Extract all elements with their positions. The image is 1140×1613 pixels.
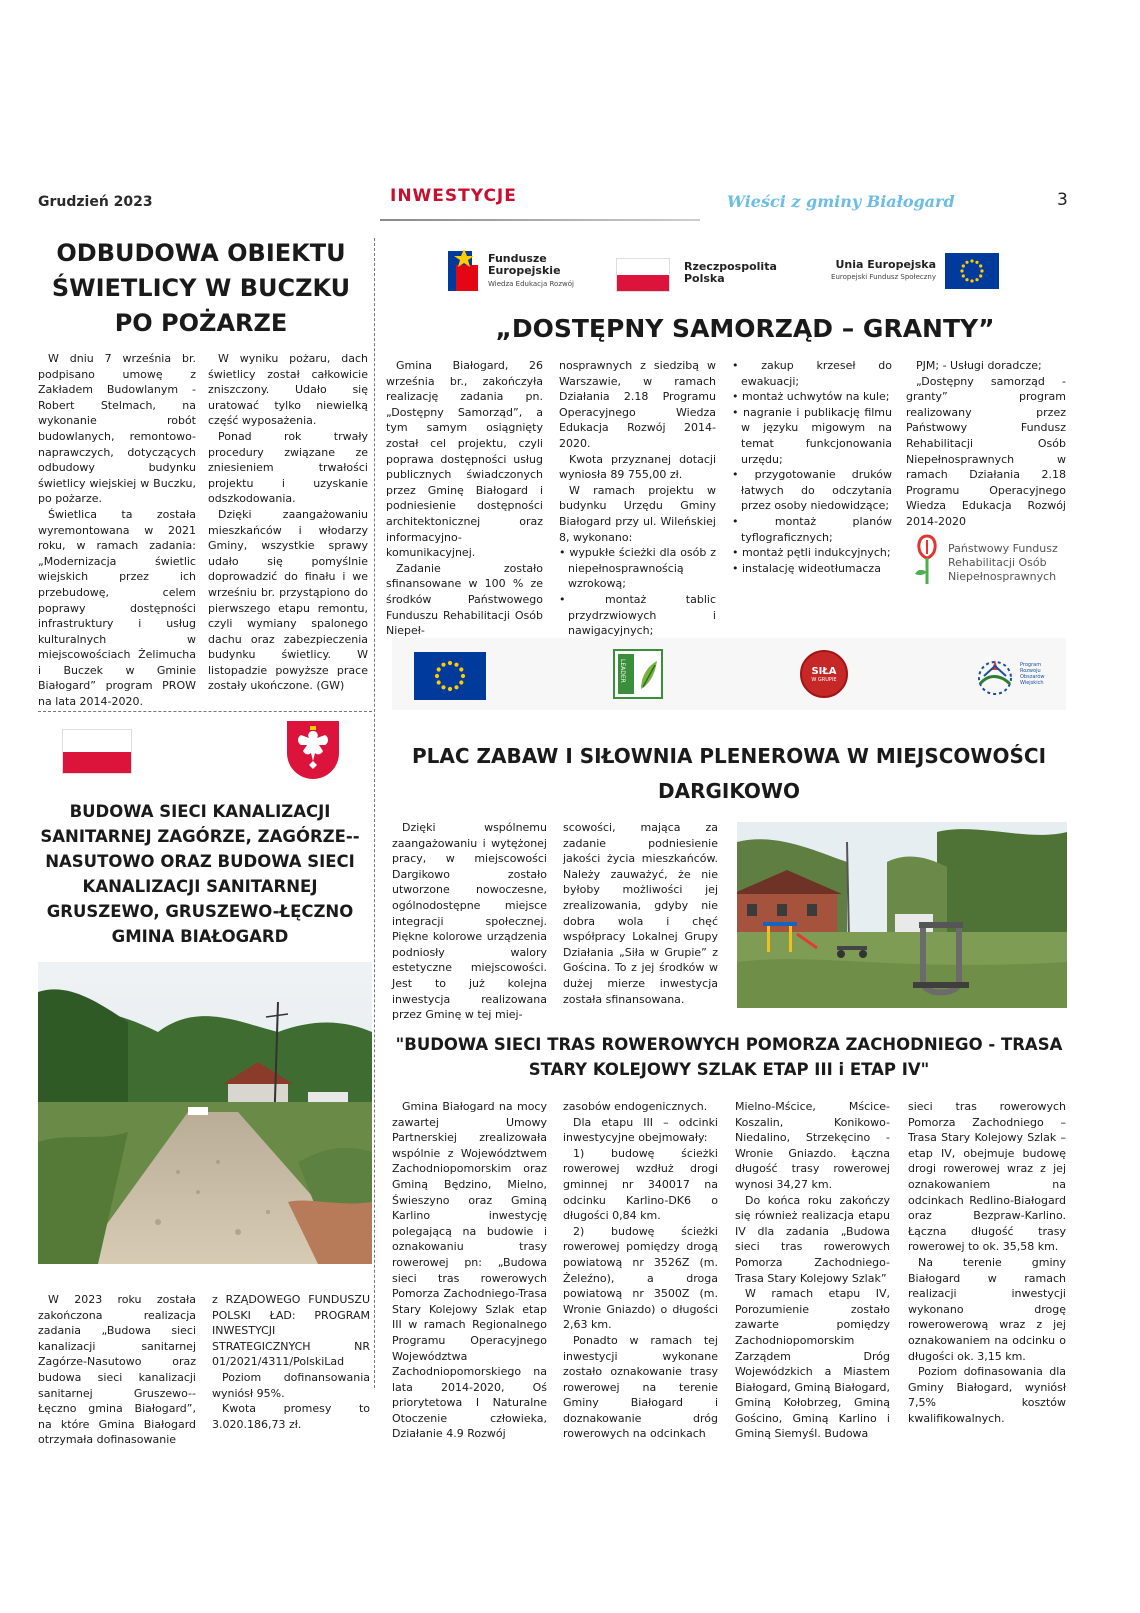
article-title: PLAC ZABAW I SIŁOWNIA PLENEROWA W MIEJSCOWOŚCI DARGIKOWO: [411, 744, 1047, 803]
paragraph: z RZĄDOWEGO FUNDUSZU POLSKI ŁAD: PROGRAM INWESTYCJI STRATEGICZNYCH NR 01/2021/4311/PolskiLad: [212, 1293, 370, 1369]
article-column: [212, 1292, 370, 1432]
leader-logo: [613, 649, 663, 699]
paragraph: Dzięki zaangażowaniu mieszkańców i włodarzy Gminy, wszystkie sprawy udało się pomyślnie doprowadzić do finału i we wrześniu br. przystąpiono do pierwszego etapu remontu, czyli wymiany spalonego dachu oraz zabezpieczenia budynku świetlicy. W listopadzie powyższe prace zostały ukończone. (GW): [208, 507, 368, 693]
section-title: INWESTYCJE: [390, 186, 517, 206]
fe-program: Wiedza Edukacja Rozwój: [488, 280, 574, 288]
fundusze-europejskie-logo: [446, 247, 596, 293]
sila-badge-sub: W GRUPIE: [811, 676, 837, 683]
article-title: ODBUDOWA OBIEKTU ŚWIETLICY W BUCZKU PO POŻARZE: [51, 239, 351, 337]
article-column: [38, 1292, 196, 1448]
fe-star-icon: [446, 247, 484, 293]
article-column: [563, 820, 718, 1007]
list-item: • zakup krzeseł do ewakuacji;: [732, 358, 892, 389]
prow-text: Program Rozwoju Obszarów Wiejskich: [1020, 662, 1045, 686]
bullet-list: [559, 545, 716, 639]
list-item: • montaż uchwytów na kule;: [732, 389, 892, 405]
paragraph: W wyniku pożaru, dach świetlicy został całkowicie zniszczony. Udało się uratować tylko niewielką część wyposażenia.: [208, 352, 368, 428]
eagle-icon: [287, 721, 339, 779]
paragraph: Ponad rok trwały procedury związane ze zniesieniem trwałości projektu i uzyskanie odszkodowania.: [208, 429, 368, 506]
article-column: [732, 358, 892, 576]
paragraph: Poziom dofinansowania wyniósł 95%.: [212, 1370, 370, 1400]
fe-name-line1: Fundusze: [488, 252, 547, 265]
article-column: [38, 351, 196, 710]
paragraph: Ponadto w ramach tej inwestycji wykonane zostało oznakowanie trasy rowerowej na terenie Gminy Białogard i doznakowanie dróg rowerowych na odcinkach: [563, 1333, 718, 1441]
eu-flag-icon: [414, 652, 486, 700]
logo-strip: [392, 638, 1066, 710]
list-item: • montaż tablic przydrzwiowych i nawigacyjnych;: [559, 592, 716, 639]
pfron-name-line1: Państwowy Fundusz: [948, 542, 1058, 555]
paragraph: 1) budowę ścieżki rowerowej wzdłuż drogi gminnej nr 340017 na odcinku Karlino-DK6 o długości 0,84 km.: [563, 1146, 718, 1223]
rp-name-line1: Rzeczpospolita: [684, 260, 777, 273]
article-column: [386, 358, 543, 639]
paragraph: Świetlica ta została wyremontowana w 2021 roku, w ramach zadania: „Modernizacja świetlic wiejskich przez ich przebudowę, celem poprawy dostępności infrastruktury i usług kulturalnych w miejscowościach Żelimucha i Buczek w Gminie Białogard” program PROW na lata 2014-2020.: [38, 507, 196, 709]
article-column: [735, 1099, 890, 1442]
section-divider: [38, 711, 372, 712]
paragraph: Do końca roku zakończy się również realizacja etapu IV dla zadania „Budowa sieci tras rowerowych Pomorza Zachodniego- Trasa Stary Kolejowy Szlak”: [735, 1193, 890, 1285]
pfron-name-line2: Rehabilitacji Osób: [948, 556, 1047, 569]
polish-eagle-emblem: [287, 721, 339, 779]
paragraph: Na terenie gminy Białogard w ramach realizacji inwestycji wykonano drogę rowerowerową wraz z jej oznakowaniem na odcinku o długości ok. 3,15 km.: [908, 1255, 1066, 1363]
rp-name-line2: Polska: [684, 272, 725, 285]
paragraph: Dla etapu III – odcinki inwestycyjne obejmowały:: [563, 1115, 718, 1145]
paragraph: W ramach projektu w budynku Urzędu Gminy Białogard przy ul. Wileńskiej 8, wykonano:: [559, 483, 716, 544]
list-item: • nagranie i publikację filmu w języku migowym na temat funkcjonowania urzędu;: [732, 405, 892, 467]
pfron-name-line3: Niepełnosprawnych: [948, 570, 1057, 583]
article-title: „DOSTĘPNY SAMORZĄD – GRANTY”: [495, 314, 995, 343]
paragraph: 2) budowę ścieżki rowerowej pomiędzy drogą powiatową nr 3526Z (m. Żeleźno), a droga powiatową nr 3500Z (m. Wronie Gniazdo) o długości 2,63 km.: [563, 1224, 718, 1332]
prow-logo: [970, 654, 1060, 700]
paragraph: „Dostępny samorząd - granty” program realizowany przez Państwowy Fundusz Rehabilitacji Osób Niepełnosprawnych w ramach Działania 2.18 Programu Operacyjnego Wiedza Edukacja Rozwój 2014-2020: [906, 374, 1066, 528]
header-rule: [380, 219, 700, 221]
article-column: [559, 358, 716, 639]
list-item: • wypukłe ścieżki dla osób z niepełnosprawnością wzrokową;: [559, 545, 716, 592]
paragraph: PJM; - Usługi doradcze;: [916, 359, 1042, 372]
paragraph: Gmina Białogard, 26 września br., zakończyła realizację zadania pn. „Dostępny Samorząd”, a tym samym osiągnięty został cel projektu, czyli poprawa dostępności usług publicznych świadczonych przez Gminę Białogard i podniesienie dostępności architektonicznej oraz informacyjno-komunikacyjnej.: [386, 359, 543, 560]
article-title: BUDOWA SIECI KANALIZACJI SANITARNEJ ZAGÓRZE, ZAGÓRZE--NASUTOWO ORAZ BUDOWA SIECI KANALIZACJI SANITARNEJ GRUSZEWO, GRUSZEWO-ŁĘCZNO GMINA BIAŁOGARD: [40, 802, 360, 946]
paragraph: W dniu 7 września br. podpisano umowę z Zakładem Budowlanym - Robert Stelmach, na wykonanie robót budowlanych, remontowo-naprawczych, dotyczących odbudowy budynku świetlicy wiejskiej w Buczku, po pożarze.: [38, 352, 196, 506]
fe-name-line2: Europejskie: [488, 264, 561, 277]
list-item: • przygotowanie druków łatwych do odczytania przez osoby niedowidzące;: [732, 467, 892, 514]
article-title: "BUDOWA SIECI TRAS ROWEROWYCH POMORZA ZACHODNIEGO - TRASA STARY KOLEJOWY SZLAK ETAP III i ETAP IV": [395, 1035, 1063, 1079]
issue-date: Grudzień 2023: [38, 194, 153, 210]
list-item: • montaż pętli indukcyjnych;: [732, 545, 892, 561]
newspaper-brand: Wieści z gminy Białogard: [727, 192, 955, 211]
paragraph: Mielno-Mścice, Mścice-Koszalin, Konikowo-Niedalino, Strzekęcino - Wronie Gniazdo. Łączna długość trasy rowerowej wynosi 34,27 km.: [735, 1100, 890, 1191]
paragraph: Kwota przyznanej dotacji wyniosła 89 755,00 zł.: [559, 452, 716, 482]
playground-photo: [737, 822, 1067, 1008]
paragraph: Kwota promesy to 3.020.186,73 zł.: [212, 1402, 370, 1431]
poland-flag-icon: [616, 258, 670, 292]
ue-fund: Europejski Fundusz Społeczny: [831, 273, 936, 281]
article-column: [208, 351, 368, 694]
article-column: [908, 1099, 1066, 1426]
paragraph: Zadanie zostało sfinansowane w 100 % ze środków Państwowego Funduszu Rehabilitacji Osób Niepeł-: [386, 561, 543, 638]
article-column: [563, 1099, 718, 1442]
leader-label: LEADER: [619, 659, 626, 683]
sewer-construction-photo: [38, 962, 372, 1264]
paragraph: W ramach etapu IV, Porozumienie zostało zawarte pomiędzy Zachodniopomorskim Zarządem Dróg Wojewódzkich a Miastem Białogard, Gminą Białogard, Gminą Kołobrzeg, Gminą Gościno, Gminą Karlino i Gminą Siemyśl. Budowa: [735, 1287, 890, 1441]
paragraph: Dzięki wspólnemu zaangażowaniu i wytężonej pracy, w miejscowości Dargikowo zostało utworzone nowoczesne, ogólnodostępne miejsce integracji społecznej. Piękne kolorowe urządzenia podniosły walory estetyczne miejscowości. Jest to już kolejna inwestycja realizowana przez Gminę w tej miej-: [392, 821, 547, 1022]
leaf-icon: [637, 655, 661, 695]
article-column: [392, 1099, 547, 1442]
poland-flag-icon: [62, 729, 132, 774]
paragraph: Poziom dofinasowania dla Gminy Białogard, wyniósł 7,5% kosztów kwalifikowalnych.: [908, 1365, 1066, 1425]
paragraph: Gmina Białogard na mocy zawartej Umowy Partnerskiej zrealizowała wspólnie z Województwem Zachodniopomorskim oraz Gminą Będzino, Mielno, Świeszyno oraz Gminą Karlino inwestycję polegającą na budowie i oznakowaniu trasy rowerowej pn: „Budowa sieci tras rowerowych Pomorza Zachodniego-Trasa Stary Kolejowy Szlak etap III w ramach Regionalnego Programu Operacyjnego Województwa Zachodniopomorskiego na lata 2014-2020, Oś priorytetowa I Naturalne Otoczenie człowieka, Działanie 4.9 Rozwój: [392, 1100, 547, 1441]
eu-flag-icon: [945, 253, 999, 289]
page-number: 3: [1057, 190, 1068, 210]
paragraph: sieci tras rowerowych Pomorza Zachodniego – Trasa Stary Kolejowy Szlak – etap IV, obejmuje budowę drogi rowerowej wraz z jej oznakowaniem na odcinkach Redlino-Białogard oraz Bezpraw-Karlino. Łączna długość trasy rowerowej to ok. 35,58 km.: [908, 1100, 1066, 1254]
ue-name: Unia Europejska: [835, 258, 936, 271]
list-item: • montaż planów tyflograficznych;: [732, 514, 892, 545]
pfron-logo: [912, 532, 1072, 588]
tulip-icon: [912, 532, 942, 586]
bullet-list: [732, 358, 892, 576]
article-column: [392, 820, 547, 1023]
paragraph: zasobów endogenicznych.: [563, 1100, 708, 1113]
prow-emblem-icon: [970, 656, 1020, 696]
list-item: • instalację wideotłumacza: [732, 561, 892, 577]
sila-badge-text: SIŁA: [811, 665, 837, 677]
paragraph: scowości, mająca za zadanie podniesienie jakości życia mieszkańców. Należy zauważyć, że nie byłoby możliwości jej zrealizowania, gdyby nie dobra wola i chęć współpracy Lokalnej Grupy Działania „Siła w Grupie” z Gościna. To z jej środków w dużej mierze inwestycja została sfinansowana.: [563, 821, 718, 1006]
sila-w-grupie-logo: [800, 650, 848, 698]
column-divider: [374, 238, 375, 1388]
paragraph: nosprawnych z siedzibą w Warszawie, w ramach Działania 2.18 Programu Operacyjnego Wiedza Edukacja Rozwój 2014-2020.: [559, 359, 716, 450]
paragraph: W 2023 roku została zakończona realizacja zadania „Budowa sieci kanalizacji sanitarnej Zagórze-Nasutowo oraz budowa sieci kanalizacji sanitarnej Gruszewo--Łęczno gmina Białogard”, na które Gmina Białogard otrzymała dofinasowanie: [38, 1293, 196, 1447]
article-column: [906, 358, 1066, 530]
